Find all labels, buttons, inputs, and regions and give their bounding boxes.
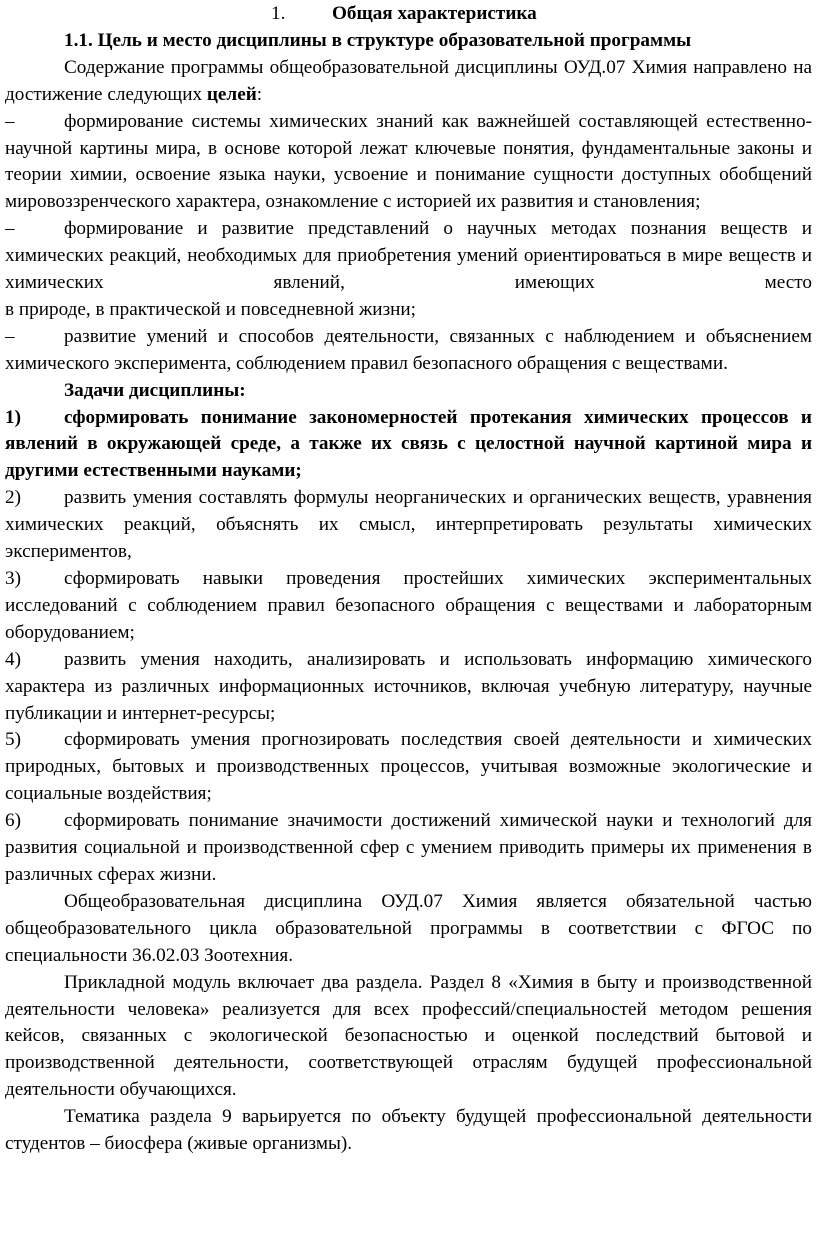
section-heading — [5, 1, 812, 28]
task-item — [5, 727, 812, 808]
task-item — [5, 808, 812, 889]
task-number: 1) — [5, 406, 21, 428]
goal-text: формирование и развитие представлений о научных методах познания веществ и химических реакций, необходимых для приобретения умений ориентироваться в мире веществ и химических явлений, имеющих место — [5, 218, 812, 294]
task-item — [5, 485, 812, 566]
dash-marker: – — [5, 218, 15, 240]
body-paragraph: Тематика раздела 9 варьируется по объекту будущей профессиональной деятельности студентов – биосфера (живые организмы). — [5, 1106, 812, 1155]
task-item — [5, 566, 812, 647]
tasks-heading: Задачи дисциплины: — [64, 379, 246, 401]
task-number: 4) — [5, 648, 21, 670]
dash-marker: – — [5, 325, 15, 347]
body-paragraph: Общеобразовательная дисциплина ОУД.07 Химия является обязательной частью общеобразовательного цикла образовательной программы в соответствии с ФГОС по специальности 36.02.03 Зоотехния. — [5, 890, 812, 966]
task-text: развить умения составлять формулы неорганических и органических веществ, уравнения химических реакций, объяснять их смысл, интерпретировать результаты химических экспериментов, — [5, 487, 812, 563]
goal-text: развитие умений и способов деятельности, связанных с наблюдением и объяснением химического эксперимента, соблюдением правил безопасного обращения с веществами. — [5, 325, 812, 374]
task-number: 2) — [5, 487, 21, 509]
task-number: 3) — [5, 568, 21, 590]
body-paragraph: Прикладной модуль включает два раздела. Раздел 8 «Химия в быту и производственной деятельности человека» реализуется для всех профессий/специальностей методом решения кейсов, связанных с экологической безопасностью и оценкой последствий бытовой и производственной деятельности, соответствующей отраслям будущей профессиональной деятельности обучающихся. — [5, 971, 812, 1101]
task-text: сформировать навыки проведения простейших химических экспериментальных исследований с соблюдением правил безопасного обращения с веществами и лабораторным оборудованием; — [5, 568, 812, 643]
intro-paragraph — [5, 55, 812, 109]
section-number: 1. — [271, 3, 286, 24]
goal-text: формирование системы химических знаний как важнейшей составляющей естественно-научной картины мира, в основе которой лежат ключевые понятия, фундаментальные законы и теории химии, освоение языка науки, усвоение и понимание сущности доступных обобщений мировоззренческого характера, ознакомление с историей их развития и становления; — [5, 110, 812, 213]
subsection-title: 1.1. Цель и место дисциплины в структуре образовательной программы — [64, 29, 692, 51]
goal-item — [5, 216, 812, 297]
intro-text: Содержание программы общеобразовательной дисциплины ОУД.07 Химия направлено на достижение следующих — [5, 56, 812, 105]
dash-marker: – — [5, 110, 15, 132]
task-text: сформировать понимание закономерностей протекания химических процессов и явлений в окружающей среде, а также их связь с целостной научной картиной мира и другими естественными науками; — [5, 406, 812, 482]
goal-item — [5, 324, 812, 378]
goal-item-continuation: в природе, в практической и повседневной жизни; — [5, 298, 417, 320]
task-text: сформировать умения прогнозировать последствия своей деятельности и химических природных, бытовых и производственных процессов, учитывая возможные экологические и социальные воздействия; — [5, 729, 812, 805]
intro-bold-word: целей — [206, 83, 257, 105]
task-text: развить умения находить, анализировать и использовать информацию химического характера из различных информационных источников, включая учебную литературу, научные публикации и интернет-ресурсы; — [5, 648, 812, 724]
task-item — [5, 647, 812, 728]
document-page — [0, 1, 816, 1245]
task-item — [5, 405, 812, 486]
intro-colon: : — [256, 83, 263, 105]
task-number: 6) — [5, 810, 21, 832]
task-number: 5) — [5, 729, 21, 751]
section-title: Общая характеристика — [332, 3, 537, 24]
task-text: сформировать понимание значимости достижений химической науки и технологий для развития социальной и производственной сфер с умением приводить примеры их применения в различных сферах жизни. — [5, 810, 812, 885]
goal-item — [5, 109, 812, 217]
